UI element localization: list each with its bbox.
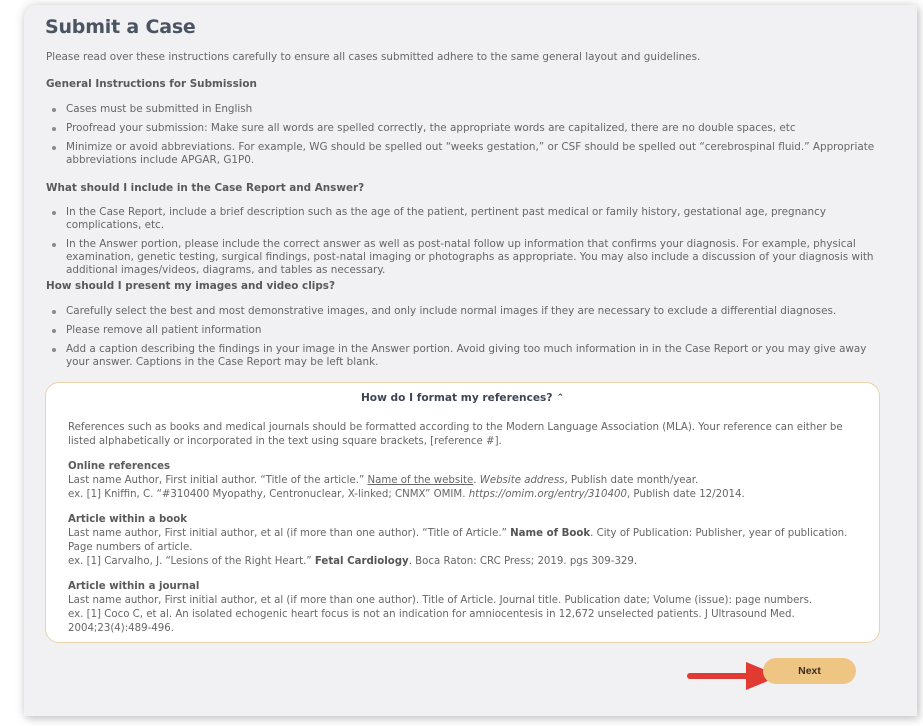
book-references-block [68, 513, 857, 569]
list-item: Proofread your submission: Make sure all words are spelled correctly, the appropriate words are capitalized, there are no double spaces, etc [46, 122, 887, 135]
journal-format: Last name author, First initial author, et al (if more than one author). Title of Article. Journal title. Publication date; Volume (issue): page numbers. [68, 595, 813, 606]
journal-references-heading: Article within a journal [68, 581, 200, 592]
images-list [46, 305, 887, 375]
list-item: In the Case Report, include a brief description such as the age of the patient, pertinent past medical or family history, gestational age, pregnancy complications, etc. [46, 206, 887, 232]
book-references-heading: Article within a book [68, 514, 188, 525]
online-format: Last name Author, First initial author. “Title of the article.” Name of the website. Website address, Publish date month/year. [68, 475, 699, 486]
list-item: In the Answer portion, please include the correct answer as well as post-natal follow up information that confirms your diagnosis. For example, physical examination, genetic testing, surgical findings, post-natal imaging or photographs as appropriate. You may also include a discussion of your diagnosis with additional images/videos, diagrams, and tables as necessary. [46, 238, 887, 277]
references-intro: References such as books and medical journals should be formatted according to the Modern Language Association (MLA). Your reference can either be listed alphabetically or incorporated in the text using square brackets, [reference #]. [68, 422, 843, 447]
journal-references-block [68, 580, 857, 636]
section-heading-general: General Instructions for Submission [46, 78, 257, 90]
online-example: ex. [1] Kniffin, C. “#310400 Myopathy, Centronuclear, X-linked; CNMX” OMIM. https://omim.org/entry/310400, Publish date 12/2014. [68, 489, 745, 500]
references-toggle-label: How do I format my references? [360, 392, 553, 404]
list-item: Carefully select the best and most demonstrative images, and only include normal images if they are necessary to exclude a differential diagnoses. [46, 305, 887, 318]
section-heading-case-report: What should I include in the Case Report and Answer? [46, 182, 365, 194]
list-item: Add a caption describing the findings in your image in the Answer portion. Avoid giving too much information in in the Case Report or you may give away your answer. Captions in the Case Report may be left blank. [46, 343, 887, 369]
case-report-list [46, 206, 887, 283]
book-format: Last name author, First initial author, et al (if more than one author). “Title of Article.” Name of Book. City of Publication: Publisher, year of publication. Page numbers of article. [68, 528, 848, 553]
chevron-up-icon: ⌃ [556, 393, 565, 403]
list-item: Minimize or avoid abbreviations. For example, WG should be spelled out “weeks gestation,” or CSF should be spelled out “cerebrospinal fluid.” Appropriate abbreviations include APGAR, G1P0. [46, 141, 887, 167]
online-references-heading: Online references [68, 461, 171, 472]
general-instructions-list [46, 103, 887, 173]
list-item: Cases must be submitted in English [46, 103, 887, 116]
references-accordion [45, 382, 880, 643]
page-title: Submit a Case [45, 16, 196, 38]
online-references-block [68, 460, 857, 502]
submit-case-panel [24, 5, 917, 716]
intro-text: Please read over these instructions carefully to ensure all cases submitted adhere to the same general layout and guidelines. [46, 51, 701, 63]
list-item: Please remove all patient information [46, 324, 887, 337]
next-button[interactable]: Next [763, 658, 856, 684]
section-heading-images: How should I present my images and video clips? [46, 280, 335, 292]
book-example: ex. [1] Carvalho, J. “Lesions of the Right Heart.” Fetal Cardiology. Boca Raton: CRC Press; 2019. pgs 309-329. [68, 556, 638, 567]
references-content [68, 421, 857, 647]
journal-example: ex. [1] Coco C, et al. An isolated echogenic heart focus is not an indication for amniocentesis in 12,672 unselected patients. J Ultrasound Med. 2004;23(4):489-496. [68, 609, 795, 634]
references-toggle[interactable] [46, 392, 879, 404]
